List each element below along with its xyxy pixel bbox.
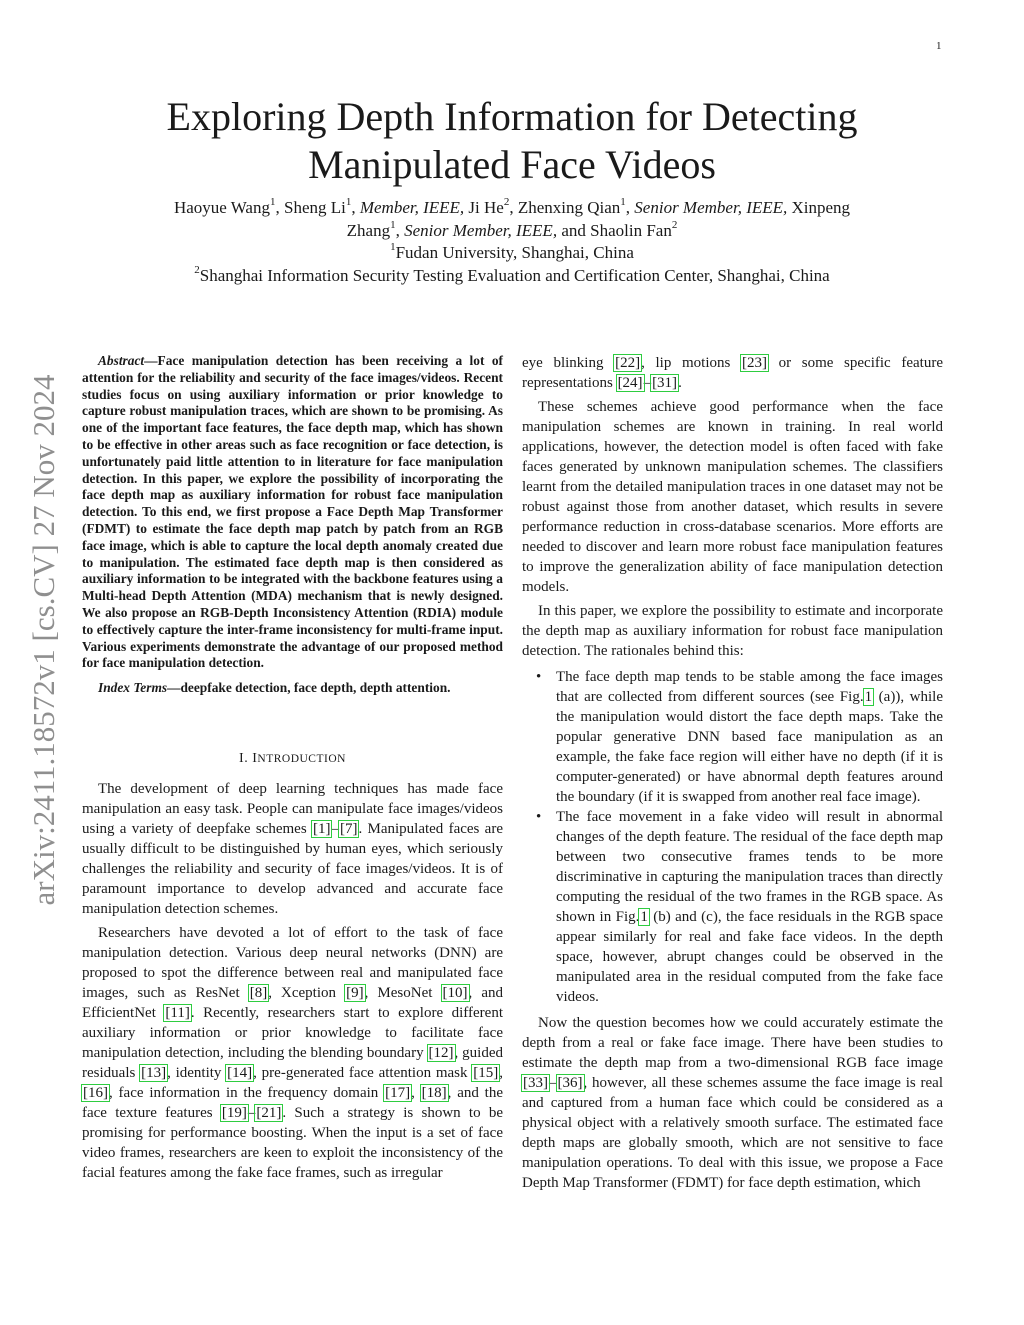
citation-link[interactable]: [9] bbox=[346, 984, 364, 1001]
abstract-label: Abstract bbox=[98, 353, 145, 368]
rationale-list bbox=[522, 667, 943, 1007]
citation-link[interactable]: [18] bbox=[421, 1084, 447, 1101]
page-number: 1 bbox=[936, 40, 942, 52]
intro-paragraph-3: These schemes achieve good performance when the face manipulation schemes are known in training. In real world applications, however, the detection model is often faced with fake faces generated by unknown manipulation schemes. The classifiers learnt from the detailed manipulation traces in one dataset may not be robust against those from another dataset, which results in severe performance reduction in cross-database scenarios. More efforts are needed to discover and learn more robust face manipulation features to improve the generalization ability of face manipulation detection models. bbox=[522, 399, 943, 595]
author-block bbox=[110, 197, 914, 287]
citation-link[interactable]: [11] bbox=[165, 1004, 190, 1021]
citation-link[interactable]: [1] bbox=[312, 820, 331, 837]
citation-link[interactable]: [22] bbox=[615, 355, 641, 371]
list-item: • The face depth map tends to be stable among the face images that are collected from different sources (see Fig.1 (a)), while the manipulation would distort the face depth maps. Take the popular generative DNN based face manipulation as an example, the fake face region will either have no depth (if it is computer-generated) or have abnormal depth features around the boundary (if it is swapped from another real face image). bbox=[522, 667, 943, 807]
left-column bbox=[82, 353, 503, 1187]
citation-link[interactable]: [36] bbox=[557, 1075, 583, 1091]
section-heading-introduction: I. INTRODUCTION bbox=[239, 750, 346, 766]
arxiv-watermark: arXiv:2411.18572v1 [cs.CV] 27 Nov 2024 bbox=[26, 374, 61, 906]
figure-link[interactable]: 1 bbox=[640, 909, 648, 925]
citation-link[interactable]: [31] bbox=[652, 375, 678, 391]
index-terms-text: —deepfake detection, face depth, depth attention. bbox=[167, 680, 451, 696]
author-line-2: Zhang$^1$, Senior Member, IEEE, and Shaolin Fan$^2$ bbox=[346, 218, 678, 240]
intro-paragraph-4: In this paper, we explore the possibility to estimate and incorporate the depth map as auxiliary information for robust face manipulation detection. The rationales behind this: bbox=[522, 603, 943, 659]
citation-link[interactable]: [19] bbox=[221, 1104, 247, 1121]
citation-link[interactable]: [21] bbox=[256, 1104, 282, 1121]
citation-link[interactable]: [24] bbox=[617, 375, 643, 391]
list-item: • The face movement in a fake video will result in abnormal changes of the depth feature. The residual of the face depth map between two consecutive frames tends to be more discriminative in capturing the manipulation traces than directly computing the residual of the two frames in the RGB space. As shown in Fig.1 (b) and (c), the face residuals in the RGB space appear similarly for real and fake face videos. In the depth space, however, abrupt changes could be observed in the manipulated area in the residual computed from the fake face videos. bbox=[522, 807, 943, 1007]
paper-title bbox=[100, 93, 924, 189]
citation-link[interactable]: [15] bbox=[473, 1064, 499, 1081]
affiliation-1: $^1$Fudan University, Shanghai, China bbox=[390, 241, 634, 262]
index-terms-label: Index Terms bbox=[98, 680, 168, 696]
intro-paragraph-5: Now the question becomes how we could accurately estimate the depth from a real or fake face image. There have been studies to estimate the depth map from a two-dimensional RGB face image [33]–[36], however, all these schemes assume the face image is real and captured from a human face which could be considered as a physical object with a relatively smooth surface. The estimated face depth maps are globally smooth, which are not sensitive to face manipulation operations. To deal with this issue, we propose a Face Depth Map Transformer (FDMT) for face depth estimation, which bbox=[522, 1015, 943, 1191]
citation-link[interactable]: [17] bbox=[385, 1084, 411, 1101]
citation-link[interactable]: [14] bbox=[227, 1064, 253, 1081]
intro-paragraph-1: The development of deep learning techniques has made face manipulation an easy task. People can manipulate face images/videos using a variety of deepfake schemes [1]–[7]. Manipulated faces are usually difficult to be distinguished by human eyes, which seriously challenges the reliability and security of face images/videos. It is of paramount importance to develop advanced and accurate face manipulation detection schemes. bbox=[82, 780, 503, 917]
abstract bbox=[82, 353, 503, 672]
author-line-1: Haoyue Wang$^1$, Sheng Li$^1$, Member, IEEE, Ji He$^2$, Zhenxing Qian$^1$, Senior Member, IEEE, Xinpeng bbox=[173, 196, 851, 217]
index-terms bbox=[82, 680, 503, 697]
title-line-2: Manipulated Face Videos bbox=[308, 142, 716, 187]
citation-link[interactable]: [10] bbox=[442, 984, 468, 1001]
citation-link[interactable]: [8] bbox=[249, 984, 268, 1001]
abstract-text: —Face manipulation detection has been receiving a lot of attention for the reliability and security of the face images/videos. Recent studies focus on using auxiliary information or prior knowledge to capture robust manipulation traces, which are shown to be promising. As one of the important face features, the face depth map, which has shown to be effective in other areas such as face recognition or face detection, is unfortunately paid little attention to in literature for face manipulation detection. In this paper, we explore the possibility of incorporating the face depth map as auxiliary information for robust face manipulation detection. To this end, we first propose a Face Depth Map Transformer (FDMT) to estimate the face depth map patch by patch from an RGB face image, which is able to capture the local depth anomaly created due to manipulation. The estimated face depth map is then considered as auxiliary information to be integrated with the backbone features using a Multi-head Depth Attention (MDA) mechanism that is newly designed. We also propose an RGB-Depth Inconsistency Attention (RDIA) module to effectively capture the inter-frame inconsistency for multi-frame input. Various experiments demonstrate the advantage of our proposed method for face manipulation detection. bbox=[82, 353, 503, 671]
intro-paragraph-2-cont: eye blinking [22], lip motions [23] or some specific feature representations [24]–[31]. bbox=[522, 355, 943, 391]
citation-link[interactable]: [13] bbox=[141, 1064, 167, 1081]
title-line-1: Exploring Depth Information for Detecting bbox=[166, 94, 858, 139]
citation-link[interactable]: [16] bbox=[83, 1084, 108, 1101]
citation-link[interactable]: [23] bbox=[741, 355, 767, 371]
citation-link[interactable]: [12] bbox=[428, 1044, 454, 1061]
right-column bbox=[522, 353, 943, 1197]
affiliation-2: $^2$Shanghai Information Security Testing Evaluation and Certification Center, Shanghai, China bbox=[194, 263, 830, 285]
citation-link[interactable]: [33] bbox=[523, 1075, 548, 1091]
figure-link[interactable]: 1 bbox=[864, 689, 873, 705]
intro-paragraph-2: Researchers have devoted a lot of effort to the task of face manipulation detection. Various deep neural networks (DNN) are proposed to spot the difference between real and manipulated face images, such as ResNet [8], Xception [9], MesoNet [10], and EfficientNet [11]. Recently, researchers start to explore different auxiliary information or prior knowledge to facilitate face manipulation detection, including the blending boundary [12], guided residuals [13], identity [14], pre-generated face attention mask [15], [16], face information in the frequency domain [17], [18], and the face texture features [19]–[21]. Such a strategy is shown to be promising for performance boosting. When the input is a set of face video frames, researchers are keen to exploit the inconsistency of the facial features among the fake face frames, such as irregular bbox=[82, 924, 504, 1181]
citation-link[interactable]: [7] bbox=[339, 820, 358, 837]
